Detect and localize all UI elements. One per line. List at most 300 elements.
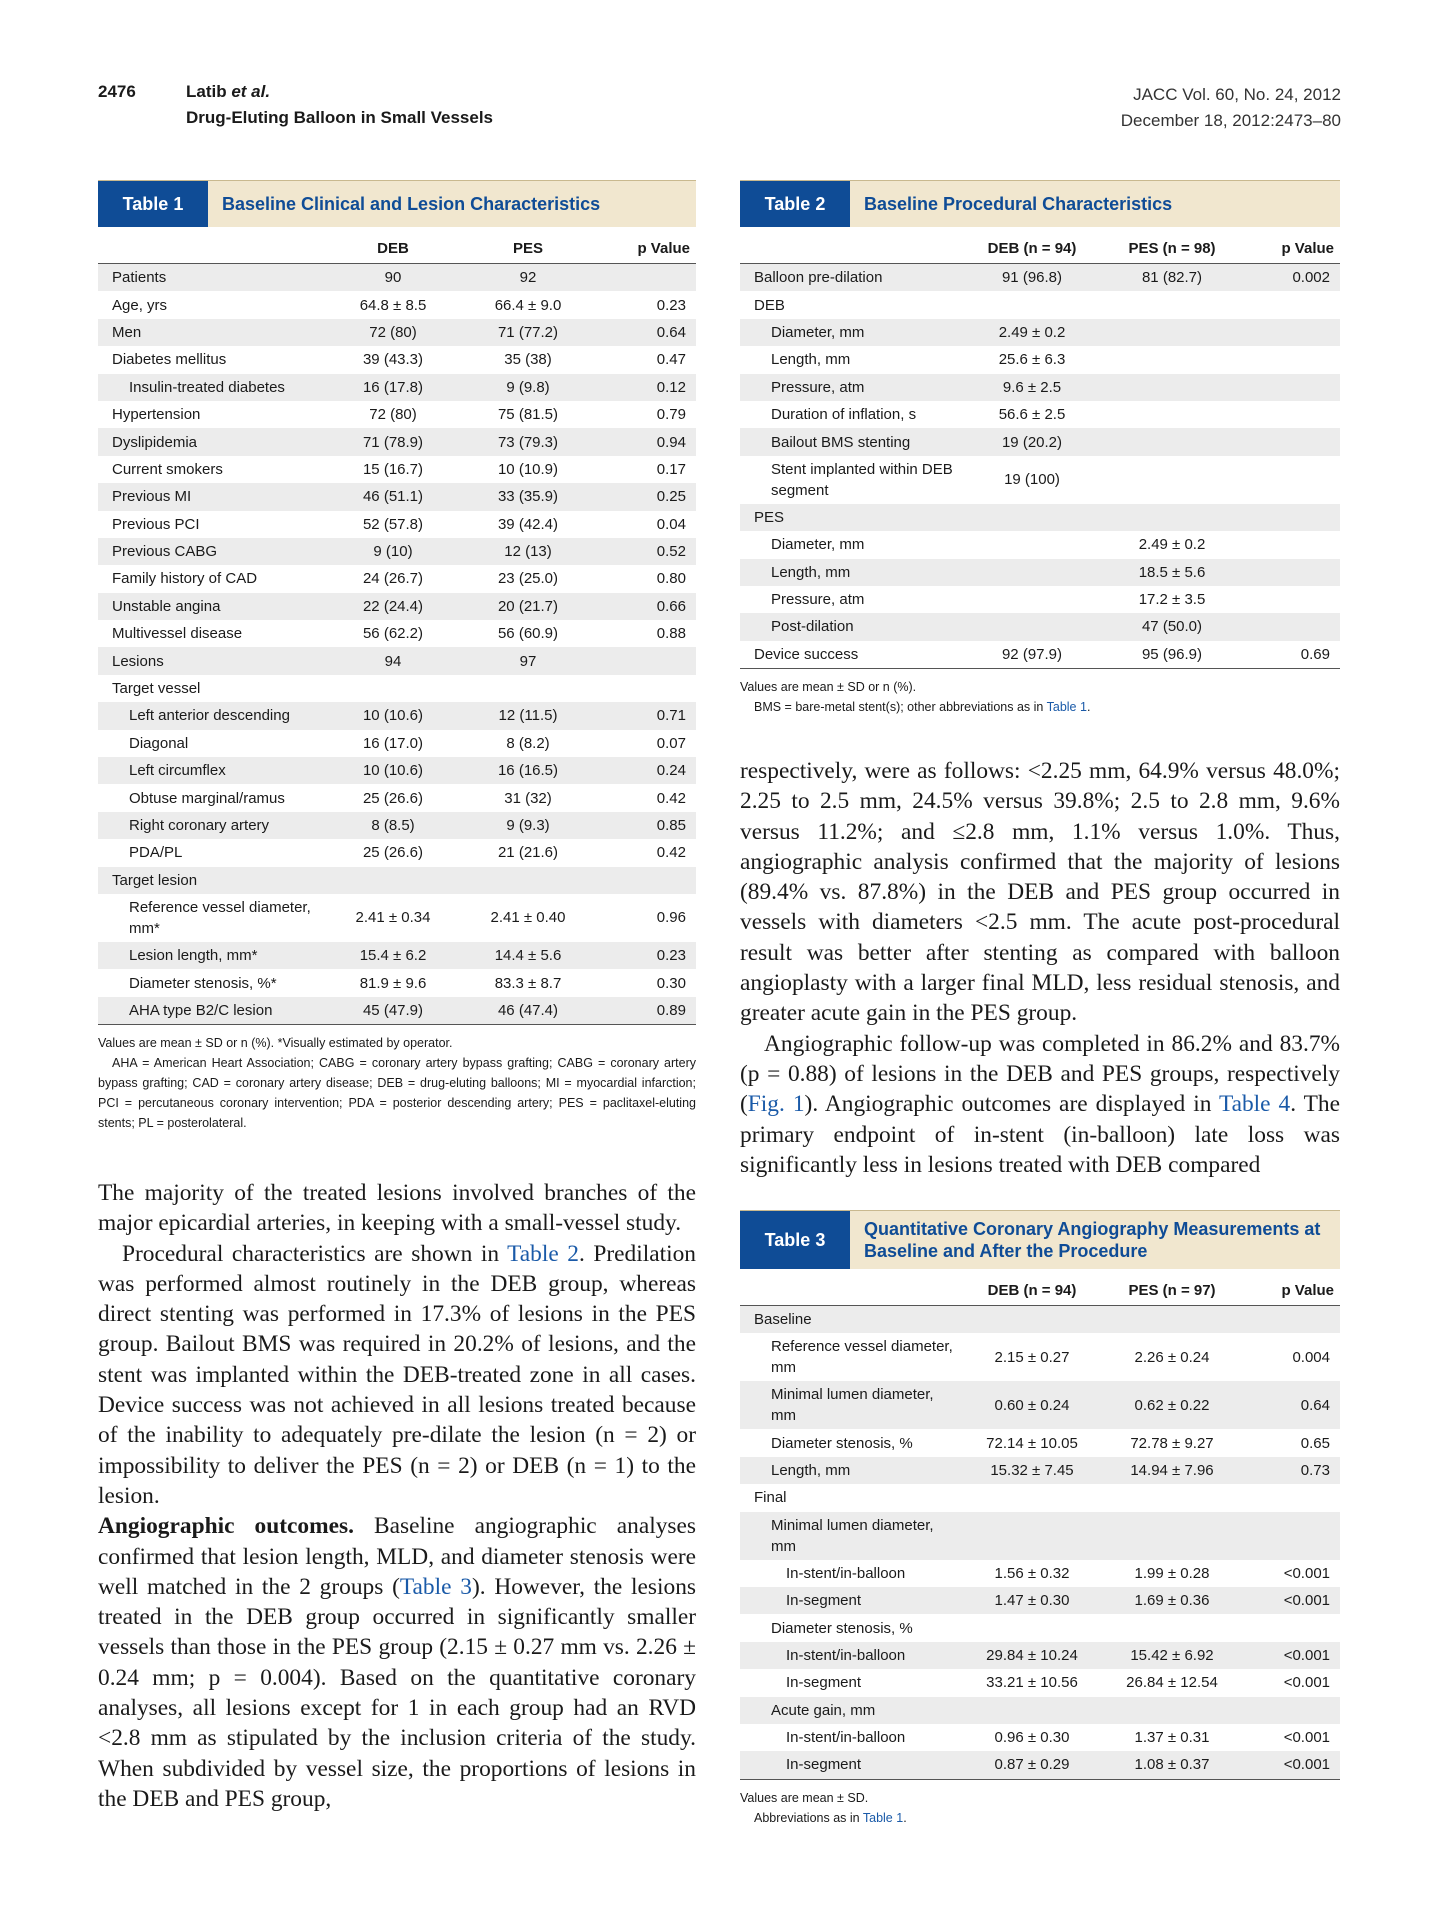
pes-value xyxy=(1102,1697,1242,1724)
row-label: Diameter stenosis, % xyxy=(771,1434,913,1452)
deb-value: 10 (10.6) xyxy=(328,702,458,729)
p-value: 0.80 xyxy=(656,570,686,588)
deb-value: 15.4 ± 6.2 xyxy=(328,942,458,969)
p-value: 0.17 xyxy=(656,460,686,478)
pes-value: 8 (8.2) xyxy=(506,734,550,752)
table-row xyxy=(98,511,696,538)
p-value: <0.001 xyxy=(1242,1642,1340,1669)
p-value xyxy=(1242,1512,1340,1560)
column-header xyxy=(740,227,962,264)
row-label: Men xyxy=(98,319,328,346)
table-row xyxy=(98,812,696,839)
pes-value: 35 (38) xyxy=(504,351,552,369)
running-title: Drug-Eluting Balloon in Small Vessels xyxy=(186,108,494,127)
table-3-tag: Table 3 xyxy=(740,1211,850,1269)
table-row xyxy=(98,483,696,510)
pes-value: 26.84 ± 12.54 xyxy=(1126,1674,1218,1692)
table-row xyxy=(98,757,696,784)
p-value: 0.47 xyxy=(656,351,686,369)
p-value xyxy=(1242,1614,1340,1641)
row-label: Diameter, mm xyxy=(740,319,962,346)
pes-value xyxy=(458,675,598,702)
p-value xyxy=(1242,1306,1340,1334)
table-1 xyxy=(98,180,696,1133)
table-row xyxy=(98,894,696,942)
table-row xyxy=(740,586,1340,613)
p-value xyxy=(1242,1697,1340,1724)
page-number: 2476 xyxy=(98,82,136,101)
row-label: Right coronary artery xyxy=(98,812,328,839)
row-label: Acute gain, mm xyxy=(740,1697,962,1724)
pes-value: 1.37 ± 0.31 xyxy=(1134,1729,1210,1747)
pes-value: 17.2 ± 3.5 xyxy=(1138,591,1206,609)
p-value: 0.64 xyxy=(598,319,696,346)
table-row xyxy=(740,1457,1340,1484)
pes-value: 73 (79.3) xyxy=(458,428,598,455)
pes-value: 72.78 ± 9.27 xyxy=(1130,1434,1214,1452)
row-label: Pressure, atm xyxy=(771,591,865,609)
table-row xyxy=(98,593,696,620)
pes-value: 18.5 ± 5.6 xyxy=(1102,559,1242,586)
pes-value: 66.4 ± 9.0 xyxy=(494,296,562,314)
deb-value: 71 (78.9) xyxy=(328,428,458,455)
table-row xyxy=(98,428,696,455)
deb-value: 56 (62.2) xyxy=(362,625,424,643)
deb-value: 19 (20.2) xyxy=(962,428,1102,455)
table-1-grid xyxy=(98,227,696,1025)
table-2-grid xyxy=(740,227,1340,669)
deb-value xyxy=(962,504,1102,531)
table-1-link[interactable]: Table 1 xyxy=(862,1810,904,1825)
pes-value: 31 (32) xyxy=(504,789,552,807)
p-value xyxy=(598,264,696,292)
p-value: 0.004 xyxy=(1292,1348,1330,1366)
deb-value: 0.60 ± 0.24 xyxy=(962,1381,1102,1429)
pes-value: 14.94 ± 7.96 xyxy=(1102,1457,1242,1484)
table-row xyxy=(740,1751,1340,1779)
row-label: Lesion length, mm* xyxy=(98,942,328,969)
p-value: 0.42 xyxy=(656,844,686,862)
table-3-link[interactable]: Table 3 xyxy=(399,1573,472,1600)
row-label: Length, mm xyxy=(740,559,962,586)
p-value: 0.66 xyxy=(598,593,696,620)
row-label: Length, mm xyxy=(771,351,851,369)
table-row xyxy=(98,538,696,565)
deb-value xyxy=(962,559,1102,586)
table-row xyxy=(98,264,696,292)
table-row xyxy=(98,702,696,729)
p-value: 0.89 xyxy=(598,997,696,1025)
p-value: 0.69 xyxy=(1242,641,1340,669)
deb-value: 0.96 ± 0.30 xyxy=(994,1729,1070,1747)
pes-value: 10 (10.9) xyxy=(497,460,559,478)
row-label xyxy=(740,1512,962,1560)
table-row xyxy=(740,1697,1340,1724)
table-row xyxy=(98,839,696,866)
pes-value: 12 (11.5) xyxy=(458,702,598,729)
table-row xyxy=(98,997,696,1025)
pes-value: 21 (21.6) xyxy=(497,844,559,862)
pes-value xyxy=(1102,291,1242,318)
row-label: PDA/PL xyxy=(129,844,183,862)
figure-1-link[interactable]: Fig. 1 xyxy=(747,1091,805,1118)
deb-value: 94 xyxy=(328,647,458,674)
p-value xyxy=(1242,1484,1340,1511)
row-label-text: Minimal lumen diameter, mm xyxy=(771,1516,934,1555)
pes-value: 15.42 ± 6.92 xyxy=(1102,1642,1242,1669)
pes-value xyxy=(1102,1306,1242,1334)
column-header: p Value xyxy=(1242,227,1340,264)
column-header xyxy=(98,227,328,264)
journal-date: December 18, 2012:2473–80 xyxy=(1120,111,1341,130)
column-header: PES xyxy=(458,227,598,264)
p-value xyxy=(1242,291,1340,318)
table-2-tag: Table 2 xyxy=(740,181,850,227)
row-label: PES xyxy=(740,504,962,531)
p-value: 0.07 xyxy=(656,734,686,752)
table-2 xyxy=(740,180,1340,717)
table-row xyxy=(98,291,696,318)
row-label: Device success xyxy=(740,641,962,669)
p-value: 0.52 xyxy=(598,538,696,565)
table-row xyxy=(740,1587,1340,1614)
table-row xyxy=(740,428,1340,455)
deb-value xyxy=(328,867,458,894)
p-value: 0.65 xyxy=(1300,1434,1330,1452)
deb-value: 22 (24.4) xyxy=(328,593,458,620)
table-3-notes xyxy=(740,1788,1340,1828)
pes-value: 9 (9.8) xyxy=(458,374,598,401)
pes-value: 23 (25.0) xyxy=(497,570,559,588)
p-value: 0.94 xyxy=(598,428,696,455)
row-label: Patients xyxy=(98,264,328,292)
table-1-title: Baseline Clinical and Lesion Characteristics xyxy=(222,194,601,214)
row-label: In-stent/in-balloon xyxy=(786,1729,906,1747)
p-value: 0.73 xyxy=(1242,1457,1340,1484)
pes-value: 20 (21.7) xyxy=(458,593,598,620)
pes-value: 95 (96.9) xyxy=(1102,641,1242,669)
table-row xyxy=(740,374,1340,401)
row-label: DEB xyxy=(754,296,785,314)
table-row xyxy=(740,1381,1340,1429)
p-value: <0.001 xyxy=(1283,1674,1330,1692)
table-3-title: Quantitative Coronary Angiography Measurements at Baseline and After the Procedure xyxy=(864,1219,1321,1261)
deb-value: 10 (10.6) xyxy=(328,757,458,784)
row-label: Multivessel disease xyxy=(112,625,243,643)
table-2-title: Baseline Procedural Characteristics xyxy=(864,194,1173,214)
deb-value: 8 (8.5) xyxy=(328,812,458,839)
table-row xyxy=(740,559,1340,586)
table-row xyxy=(740,291,1340,318)
table-row xyxy=(740,1560,1340,1587)
row-label: In-segment xyxy=(740,1751,962,1779)
pes-value xyxy=(1102,401,1242,428)
table-1-body xyxy=(98,264,696,1025)
row-label: Diameter stenosis, % xyxy=(771,1619,913,1637)
p-value: 0.23 xyxy=(656,296,686,314)
deb-value xyxy=(962,1614,1102,1641)
table-1-notes xyxy=(98,1033,696,1133)
table-3 xyxy=(740,1210,1340,1828)
deb-value xyxy=(962,1306,1102,1334)
row-label: Length, mm xyxy=(740,1457,962,1484)
table-row xyxy=(740,401,1340,428)
table-row xyxy=(98,319,696,346)
pes-value xyxy=(1102,504,1242,531)
row-label: Unstable angina xyxy=(98,593,328,620)
deb-value: 2.15 ± 0.27 xyxy=(994,1348,1070,1366)
pes-value: 12 (13) xyxy=(458,538,598,565)
p-value xyxy=(1242,319,1340,346)
p-value: 0.79 xyxy=(656,406,686,424)
pes-value: 1.69 ± 0.36 xyxy=(1102,1587,1242,1614)
p-value: 0.30 xyxy=(656,974,686,992)
deb-value: 15 (16.7) xyxy=(362,460,424,478)
deb-value xyxy=(328,675,458,702)
row-label: In-segment xyxy=(786,1674,862,1692)
pes-value xyxy=(1102,374,1242,401)
pes-value: 83.3 ± 8.7 xyxy=(494,974,562,992)
deb-value: 2.41 ± 0.34 xyxy=(355,909,431,927)
journal-volume: JACC Vol. 60, No. 24, 2012 xyxy=(1133,85,1341,104)
table-4-link[interactable]: Table 4 xyxy=(1218,1091,1291,1118)
paragraph: Angiographic follow-up was completed in 86.2% and 83.7% (p = 0.88) of lesions in the DEB and PES groups, respectively (Fig. 1). Angiographic outcomes are displayed in Table 4. The primary endpoint of in-stent (in-balloon) late loss was significantly less in lesions treated with DEB compared xyxy=(740,1030,1341,1178)
pes-value: 39 (42.4) xyxy=(497,515,559,533)
pes-value xyxy=(458,867,598,894)
table-row xyxy=(98,456,696,483)
row-label: Post-dilation xyxy=(740,613,962,640)
row-label xyxy=(740,456,962,504)
row-label: Left circumflex xyxy=(98,757,328,784)
table-2-notes xyxy=(740,677,1340,717)
table-3-grid xyxy=(740,1269,1340,1780)
row-label: Previous MI xyxy=(98,483,328,510)
p-value xyxy=(598,675,696,702)
page-header xyxy=(98,80,1341,140)
pes-value: 75 (81.5) xyxy=(497,406,559,424)
row-label: Target vessel xyxy=(112,680,201,698)
deb-value: 46 (51.1) xyxy=(328,483,458,510)
table-row xyxy=(740,346,1340,373)
pes-value: 2.41 ± 0.40 xyxy=(490,909,566,927)
pes-value: 33 (35.9) xyxy=(458,483,598,510)
table-1-note-values: Values are mean ± SD or n (%). *Visually estimated by operator. xyxy=(98,1036,453,1051)
deb-value: 19 (100) xyxy=(1004,471,1060,489)
pes-value: 0.62 ± 0.22 xyxy=(1102,1381,1242,1429)
table-row xyxy=(740,1724,1340,1751)
table-1-tag: Table 1 xyxy=(98,181,208,227)
deb-value: 0.87 ± 0.29 xyxy=(962,1751,1102,1779)
p-value xyxy=(1242,586,1340,613)
table-row xyxy=(740,613,1340,640)
deb-value: 9.6 ± 2.5 xyxy=(962,374,1102,401)
p-value: 0.12 xyxy=(598,374,696,401)
pes-value: 1.99 ± 0.28 xyxy=(1134,1564,1210,1582)
table-2-note-abbreviations: BMS = bare-metal stent(s); other abbreviations as in Table 1. xyxy=(754,700,1091,715)
deb-value: 52 (57.8) xyxy=(362,515,424,533)
row-label: Pressure, atm xyxy=(740,374,962,401)
pes-value: 14.4 ± 5.6 xyxy=(458,942,598,969)
p-value xyxy=(598,647,696,674)
table-3-header xyxy=(740,1210,1340,1269)
p-value xyxy=(1242,613,1340,640)
row-label: In-stent/in-balloon xyxy=(740,1642,962,1669)
table-row xyxy=(740,641,1340,669)
row-label: Diameter stenosis, %* xyxy=(129,974,277,992)
table-row xyxy=(98,647,696,674)
row-label-text: Minimal lumen diameter, mm xyxy=(771,1386,934,1425)
row-label: Balloon pre-dilation xyxy=(740,264,962,292)
row-label: Left anterior descending xyxy=(98,702,328,729)
p-value: 0.85 xyxy=(598,812,696,839)
p-value xyxy=(1242,374,1340,401)
journal-info xyxy=(1121,82,1341,134)
paragraph: respectively, were as follows: <2.25 mm, 64.9% versus 48.0%; 2.25 to 2.5 mm, 24.5% versus 39.8%; 2.5 to 2.8 mm, 9.6% versus 11.2%; and ≤2.8 mm, 1.1% versus 1.0%. Thus, angiographic analysis confirmed that the majority of lesions (89.4% vs. 87.8%) in the DEB and PES group occurred in vessels with diameters <2.5 mm. The acute post-procedural result was better after stenting as compared with balloon angioplasty with a larger final MLD, less residual stenosis, and greater acute gain in the PES group. xyxy=(740,758,1340,1027)
deb-value: 1.56 ± 0.32 xyxy=(994,1564,1070,1582)
column-header: DEB (n = 94) xyxy=(962,1269,1102,1306)
table-row xyxy=(98,565,696,592)
deb-value: 72 (80) xyxy=(328,319,458,346)
table-row xyxy=(98,730,696,757)
deb-value xyxy=(962,291,1102,318)
deb-value: 25.6 ± 6.3 xyxy=(998,351,1066,369)
p-value: 0.42 xyxy=(656,789,686,807)
p-value: 0.002 xyxy=(1242,264,1340,292)
p-value xyxy=(1242,559,1340,586)
p-value: 0.23 xyxy=(598,942,696,969)
p-value: <0.001 xyxy=(1242,1587,1340,1614)
column-header xyxy=(740,1269,962,1306)
p-value: 0.88 xyxy=(656,625,686,643)
row-label: Target lesion xyxy=(98,867,328,894)
deb-value: 9 (10) xyxy=(328,538,458,565)
deb-value: 33.21 ± 10.56 xyxy=(986,1674,1078,1692)
p-value: 0.24 xyxy=(598,757,696,784)
pes-value xyxy=(1102,1512,1242,1560)
table-row xyxy=(740,1614,1340,1641)
table-row xyxy=(740,1429,1340,1456)
p-value xyxy=(1242,346,1340,373)
deb-value xyxy=(962,1512,1102,1560)
column-header: p Value xyxy=(1242,1269,1340,1306)
table-2-header xyxy=(740,180,1340,227)
row-label: Previous PCI xyxy=(112,515,200,533)
deb-value: 1.47 ± 0.30 xyxy=(962,1587,1102,1614)
row-label: Duration of inflation, s xyxy=(771,406,917,424)
deb-value: 16 (17.0) xyxy=(362,734,424,752)
p-value: <0.001 xyxy=(1242,1751,1340,1779)
row-label: Diameter, mm xyxy=(771,536,865,554)
row-label xyxy=(740,1333,962,1381)
row-label: Obtuse marginal/ramus xyxy=(129,789,285,807)
column-header: p Value xyxy=(598,227,696,264)
table-2-link[interactable]: Table 2 xyxy=(507,1240,579,1267)
column-header: DEB (n = 94) xyxy=(962,227,1102,264)
table-1-link[interactable]: Table 1 xyxy=(1046,700,1087,715)
pes-value xyxy=(1102,346,1242,373)
table-row xyxy=(98,620,696,647)
deb-value: 81.9 ± 9.6 xyxy=(359,974,427,992)
p-value: 0.04 xyxy=(656,515,686,533)
p-value: 0.71 xyxy=(598,702,696,729)
row-label: Insulin-treated diabetes xyxy=(98,374,328,401)
row-label: Age, yrs xyxy=(112,296,168,314)
row-label xyxy=(740,1381,962,1429)
table-row xyxy=(740,1669,1340,1696)
column-header: DEB xyxy=(328,227,458,264)
table-row xyxy=(98,401,696,428)
p-value xyxy=(1242,456,1340,504)
table-row xyxy=(98,675,696,702)
table-row xyxy=(740,456,1340,504)
pes-value: 2.26 ± 0.24 xyxy=(1134,1348,1210,1366)
pes-value: 9 (9.3) xyxy=(458,812,598,839)
row-label: Diabetes mellitus xyxy=(112,351,227,369)
pes-value: 2.49 ± 0.2 xyxy=(1138,536,1206,554)
row-label: Hypertension xyxy=(112,406,201,424)
deb-value: 25 (26.6) xyxy=(362,844,424,862)
table-1-header xyxy=(98,180,696,227)
deb-value: 90 xyxy=(328,264,458,292)
p-value xyxy=(1242,428,1340,455)
body-text-right xyxy=(740,756,1340,1180)
deb-value: 72 (80) xyxy=(369,406,417,424)
pes-value xyxy=(1102,456,1242,504)
table-row xyxy=(98,942,696,969)
table-3-note-abbreviations: Abbreviations as in Table 1. xyxy=(754,1810,907,1825)
deb-value xyxy=(962,1484,1102,1511)
paragraph: Angiographic outcomes. Baseline angiographic analyses confirmed that lesion length, MLD, and diameter stenosis were well matched in the 2 groups (Table 3). However, the lesions treated in the DEB group occurred in significantly smaller vessels than those in the PES group (2.15 ± 0.27 mm vs. 2.26 ± 0.24 mm; p = 0.004). Based on the quantitative coronary analyses, all lesions except for 1 in each group had an RVD <2.8 mm as stipulated by the inclusion criteria of the study. When subdivided by vessel size, the proportions of lesions in the DEB and PES group, xyxy=(98,1513,697,1812)
table-3-note-values: Values are mean ± SD. xyxy=(740,1790,869,1805)
row-label: In-stent/in-balloon xyxy=(786,1564,906,1582)
deb-value: 29.84 ± 10.24 xyxy=(962,1642,1102,1669)
deb-value xyxy=(962,531,1102,558)
table-row xyxy=(740,1306,1340,1334)
deb-value: 25 (26.6) xyxy=(362,789,424,807)
table-row xyxy=(740,319,1340,346)
row-label-text: Reference vessel diameter, mm* xyxy=(129,898,311,937)
table-row xyxy=(740,1512,1340,1560)
table-1-note-abbreviations: AHA = American Heart Association; CABG = coronary artery bypass grafting; CABG = coronary artery bypass grafting; CAD = coronary artery disease; DEB = drug-eluting balloons; MI = myocardial infarction; PCI = percutaneous coronary intervention; PDA = posterior descending artery; PES = paclitaxel-eluting stents; PL = posterolateral. xyxy=(98,1056,696,1131)
row-label: Lesions xyxy=(98,647,328,674)
table-row xyxy=(740,1484,1340,1511)
p-value xyxy=(598,867,696,894)
row-label: Diagonal xyxy=(129,734,189,752)
row-label: AHA type B2/C lesion xyxy=(98,997,328,1025)
p-value xyxy=(1242,531,1340,558)
pes-value xyxy=(1102,1484,1242,1511)
column-header: PES (n = 97) xyxy=(1102,1269,1242,1306)
row-label xyxy=(98,894,328,942)
p-value: <0.001 xyxy=(1283,1564,1330,1582)
row-label: Final xyxy=(754,1489,787,1507)
table-row xyxy=(98,969,696,996)
row-label: Dyslipidemia xyxy=(98,428,328,455)
deb-value xyxy=(962,586,1102,613)
p-value: <0.001 xyxy=(1283,1729,1330,1747)
pes-value xyxy=(1102,428,1242,455)
deb-value: 72.14 ± 10.05 xyxy=(986,1434,1078,1452)
column-header: PES (n = 98) xyxy=(1102,227,1242,264)
row-label: Current smokers xyxy=(112,460,223,478)
row-label: Previous CABG xyxy=(98,538,328,565)
pes-value xyxy=(1102,319,1242,346)
row-label: In-segment xyxy=(740,1587,962,1614)
p-value: 0.96 xyxy=(656,909,686,927)
deb-value: 92 (97.9) xyxy=(962,641,1102,669)
table-2-body xyxy=(740,264,1340,669)
deb-value: 24 (26.7) xyxy=(362,570,424,588)
